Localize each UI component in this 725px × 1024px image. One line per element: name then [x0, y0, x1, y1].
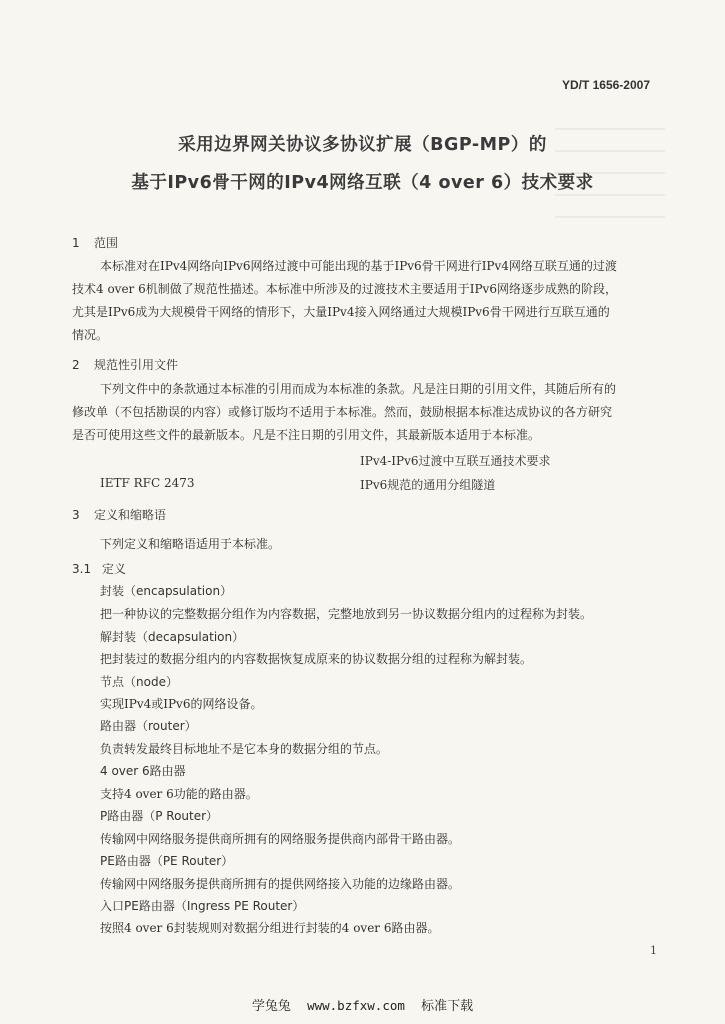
definition-text: 实现IPv4或IPv6的网络设备。 — [100, 697, 263, 711]
definition-text: 把封装过的数据分组内的内容数据恢复成原来的协议数据分组的过程称为解封装。 — [100, 652, 533, 666]
definition-term: 封装（encapsulation） — [100, 584, 233, 598]
reference-code: IETF RFC 2473 — [100, 476, 195, 490]
site-footer — [0, 995, 725, 1014]
footer-site-name: 学兔兔 — [251, 999, 291, 1014]
definition-text: 传输网中网络服务提供商所拥有的提供网络接入功能的边缘路由器。 — [100, 877, 461, 891]
section-title: 规范性引用文件 — [94, 358, 179, 372]
paragraph-line: 情况。 — [72, 328, 109, 342]
section-1-heading — [72, 234, 118, 251]
document-title-line-1: 采用边界网关协议多协议扩展（BGP-MP）的 — [178, 135, 547, 155]
section-title: 定义 — [102, 562, 127, 576]
paragraph-line: 修改单（不包括勘误的内容）或修订版均不适用于本标准。然而，鼓励根据本标准达成协议的各方研究 — [72, 405, 613, 419]
definition-term: 解封装（decapsulation） — [100, 630, 245, 644]
paragraph-line: 本标准对在IPv4网络向IPv6网络过渡中可能出现的基于IPv6骨干网进行IPv4网络互联互通的过渡 — [100, 259, 617, 273]
definition-term: PE路由器（PE Router） — [100, 854, 234, 868]
definition-text: 把一种协议的完整数据分组作为内容数据，完整地放到另一协议数据分组内的过程称为封装。 — [100, 607, 593, 621]
definition-text: 按照4 over 6封装规则对数据分组进行封装的4 over 6路由器。 — [100, 921, 440, 935]
definition-term: 路由器（router） — [100, 719, 197, 733]
section-number: 3.1 — [72, 562, 92, 576]
subsection-3-1-heading — [72, 560, 126, 577]
definition-term: 入口PE路由器（Ingress PE Router） — [100, 899, 305, 913]
paragraph-line: 是否可使用这些文件的最新版本。凡是不注日期的引用文件，其最新版本适用于本标准。 — [72, 428, 541, 442]
footer-tagline: 标准下载 — [421, 999, 474, 1014]
section-number: 3 — [72, 508, 80, 522]
standard-code: YD/T 1656-2007 — [561, 78, 650, 92]
section-3-heading — [72, 506, 166, 523]
paragraph-line: 下列文件中的条款通过本标准的引用而成为本标准的条款。凡是注日期的引用文件，其随后所有的 — [100, 382, 617, 396]
paragraph-line: 技术4 over 6机制做了规范性描述。本标准中所涉及的过渡技术主要适用于IPv6网络逐步成熟的阶段， — [72, 282, 617, 296]
section-title: 定义和缩略语 — [94, 508, 167, 522]
reference-title: IPv6规范的通用分组隧道 — [360, 478, 496, 492]
reference-title: IPv4-IPv6过渡中互联互通技术要求 — [360, 454, 551, 468]
definition-text: 负责转发最终目标地址不是它本身的数据分组的节点。 — [100, 742, 389, 756]
section-title: 范围 — [94, 236, 119, 250]
section-number: 2 — [72, 358, 80, 372]
definition-text: 传输网中网络服务提供商所拥有的网络服务提供商内部骨干路由器。 — [100, 832, 461, 846]
page-number: 1 — [650, 944, 657, 957]
paragraph-line: 下列定义和缩略语适用于本标准。 — [100, 537, 281, 551]
show-through-artifact — [555, 108, 665, 218]
footer-url-link[interactable]: www.bzfxw.com — [307, 998, 405, 1013]
section-2-heading — [72, 356, 178, 373]
definition-term: P路由器（P Router） — [100, 809, 219, 823]
definition-term: 4 over 6路由器 — [100, 764, 186, 778]
paragraph-line: 尤其是IPv6成为大规模骨干网络的情形下，大量IPv4接入网络通过大规模IPv6骨干网进行互联互通的 — [72, 305, 610, 319]
document-title-line-2: 基于IPv6骨干网的IPv4网络互联（4 over 6）技术要求 — [131, 173, 594, 193]
section-number: 1 — [72, 236, 80, 250]
definition-term: 节点（node） — [100, 675, 178, 689]
definition-text: 支持4 over 6功能的路由器。 — [100, 787, 258, 801]
